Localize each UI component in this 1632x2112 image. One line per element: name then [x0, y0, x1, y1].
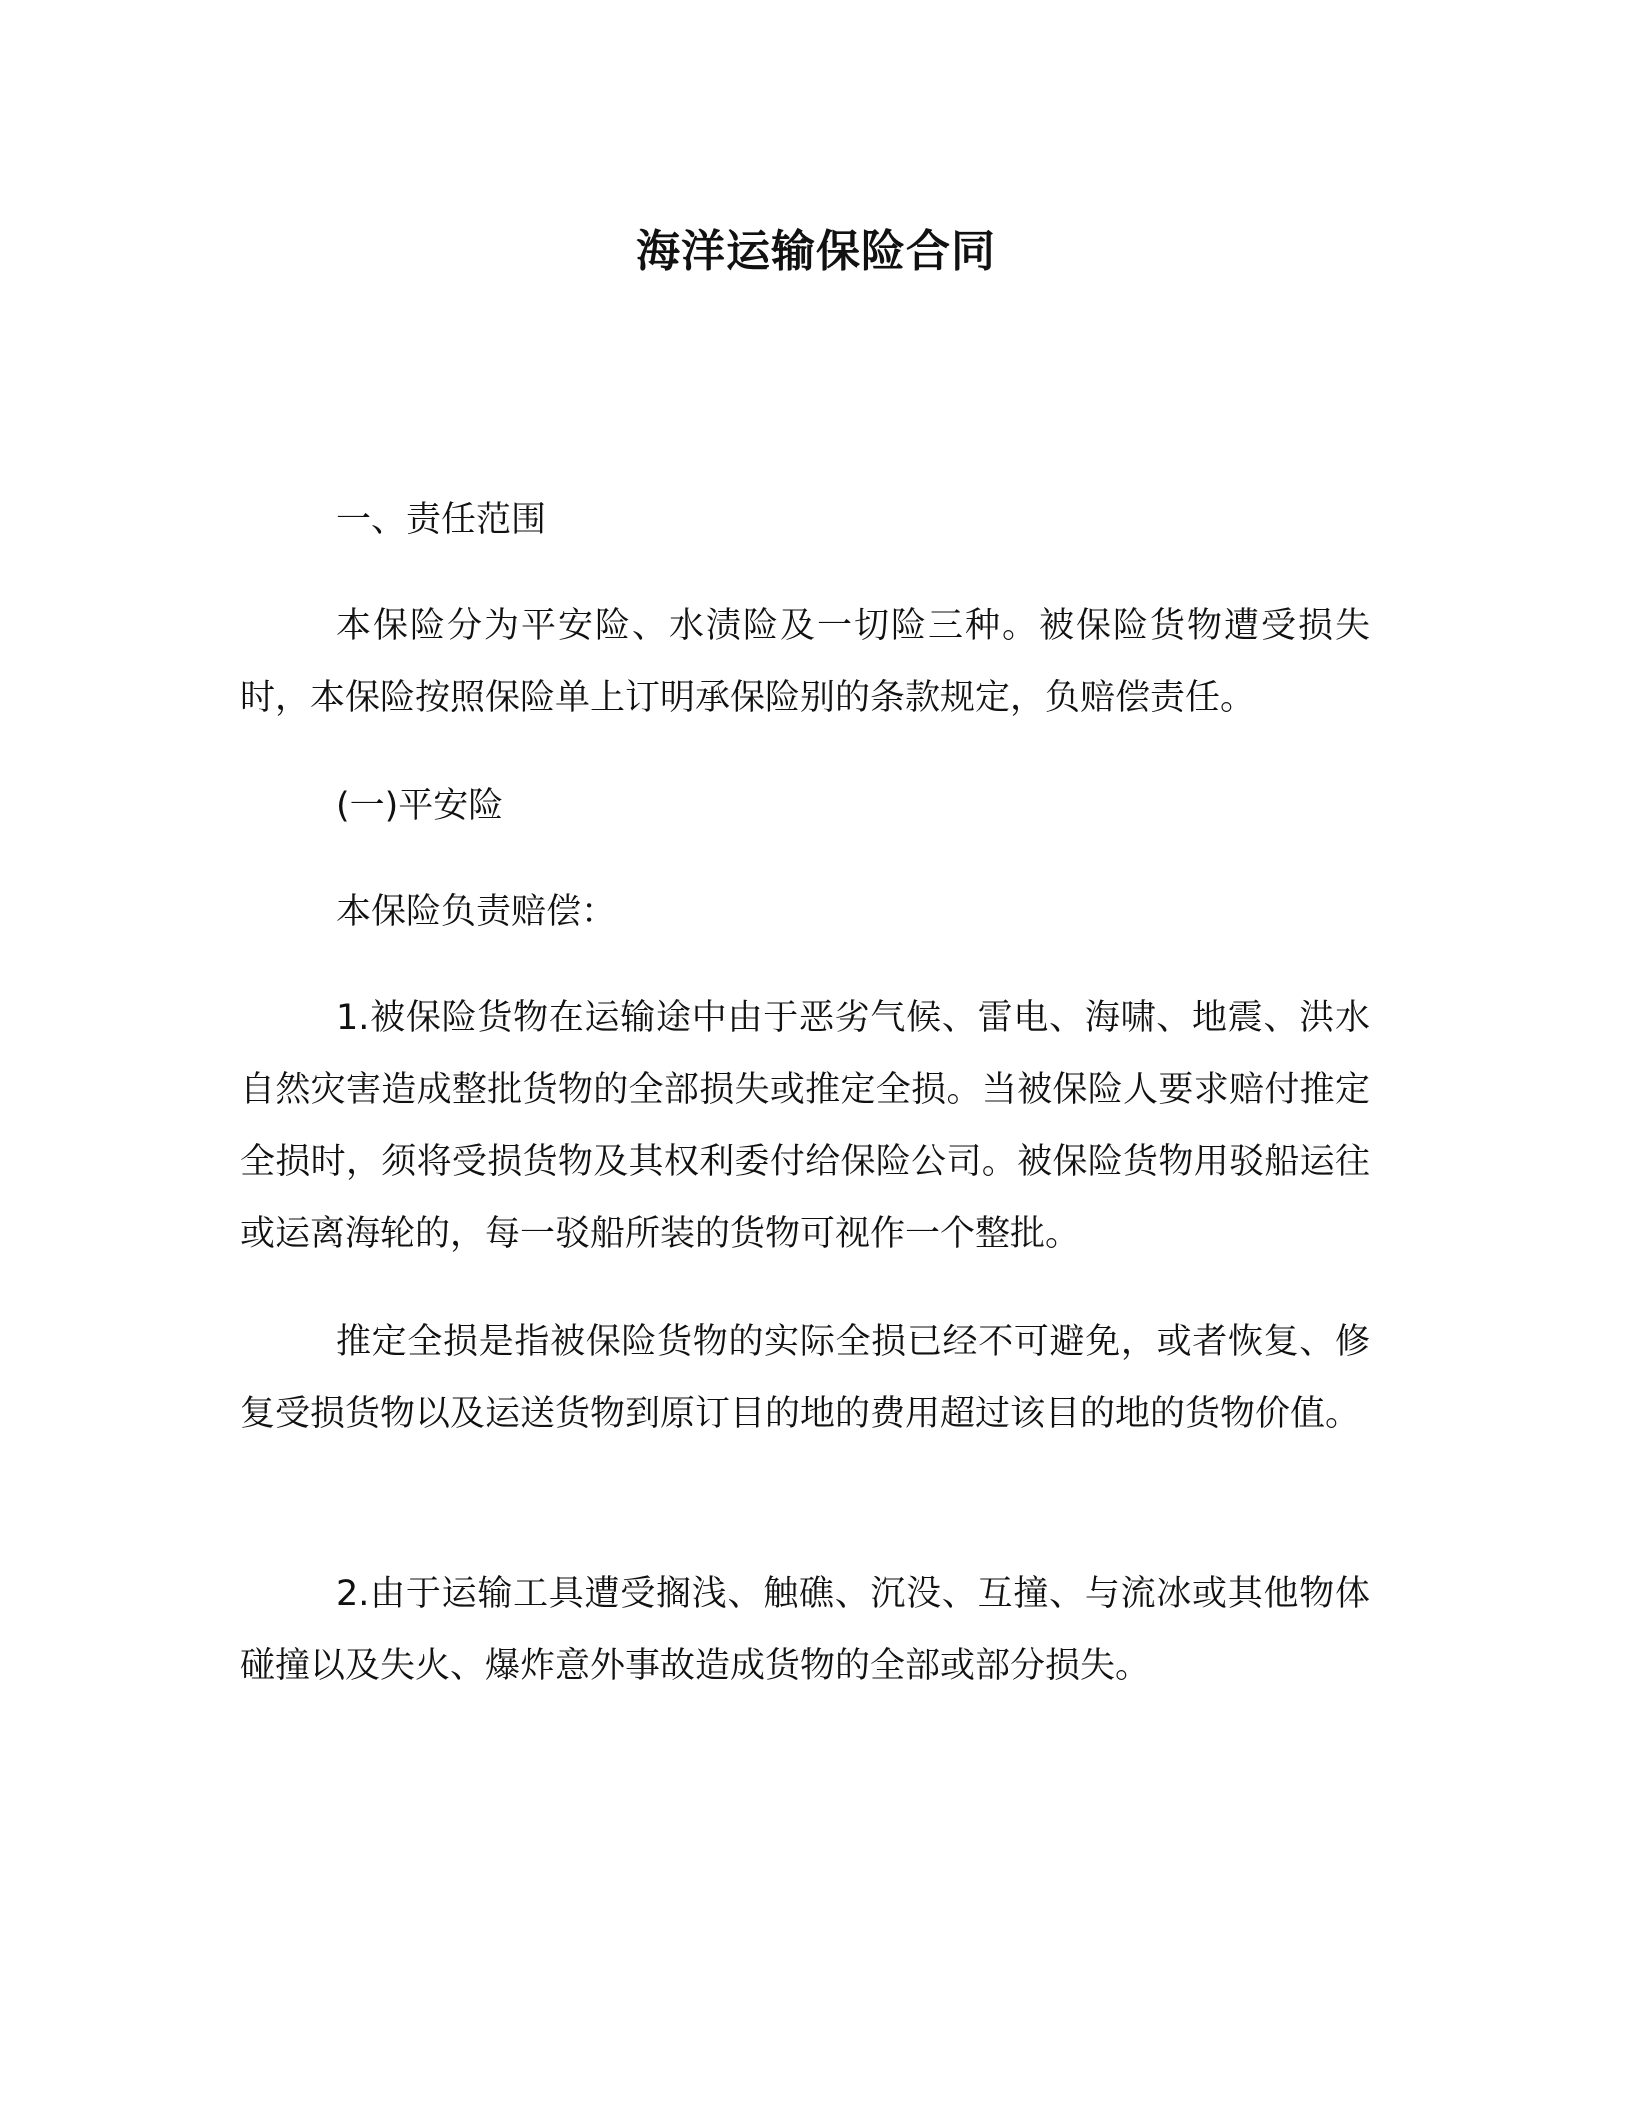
paragraph-constructive-total-loss: 推定全损是指被保险货物的实际全损已经不可避免，或者恢复、修复受损货物以及运送货物到原订目的地的费用超过该目的地的货物价值。 — [240, 1322, 1370, 1434]
subsection-heading-fpa: (一)平安险 — [336, 786, 504, 826]
clause-item-1: 1.被保险货物在运输途中由于恶劣气候、雷电、海啸、地震、洪水自然灾害造成整批货物的全部损失或推定全损。当被保险人要求赔付推定全损时，须将受损货物及其权利委付给保险公司。被保险货物用驳船运往或运离海轮的，每一驳船所装的货物可视作一个整批。 — [240, 998, 1370, 1254]
paragraph-coverage-intro: 本保险负责赔偿： — [336, 892, 617, 932]
clause-item-2: 2.由于运输工具遭受搁浅、触礁、沉没、互撞、与流冰或其他物体碰撞以及失火、爆炸意外事故造成货物的全部或部分损失。 — [240, 1574, 1370, 1686]
section-heading-responsibility-scope: 一、责任范围 — [336, 500, 547, 540]
paragraph-insurance-types: 本保险分为平安险、水渍险及一切险三种。被保险货物遭受损失时，本保险按照保险单上订明承保险别的条款规定，负赔偿责任。 — [240, 606, 1370, 718]
document-title: 海洋运输保险合同 — [636, 226, 996, 277]
